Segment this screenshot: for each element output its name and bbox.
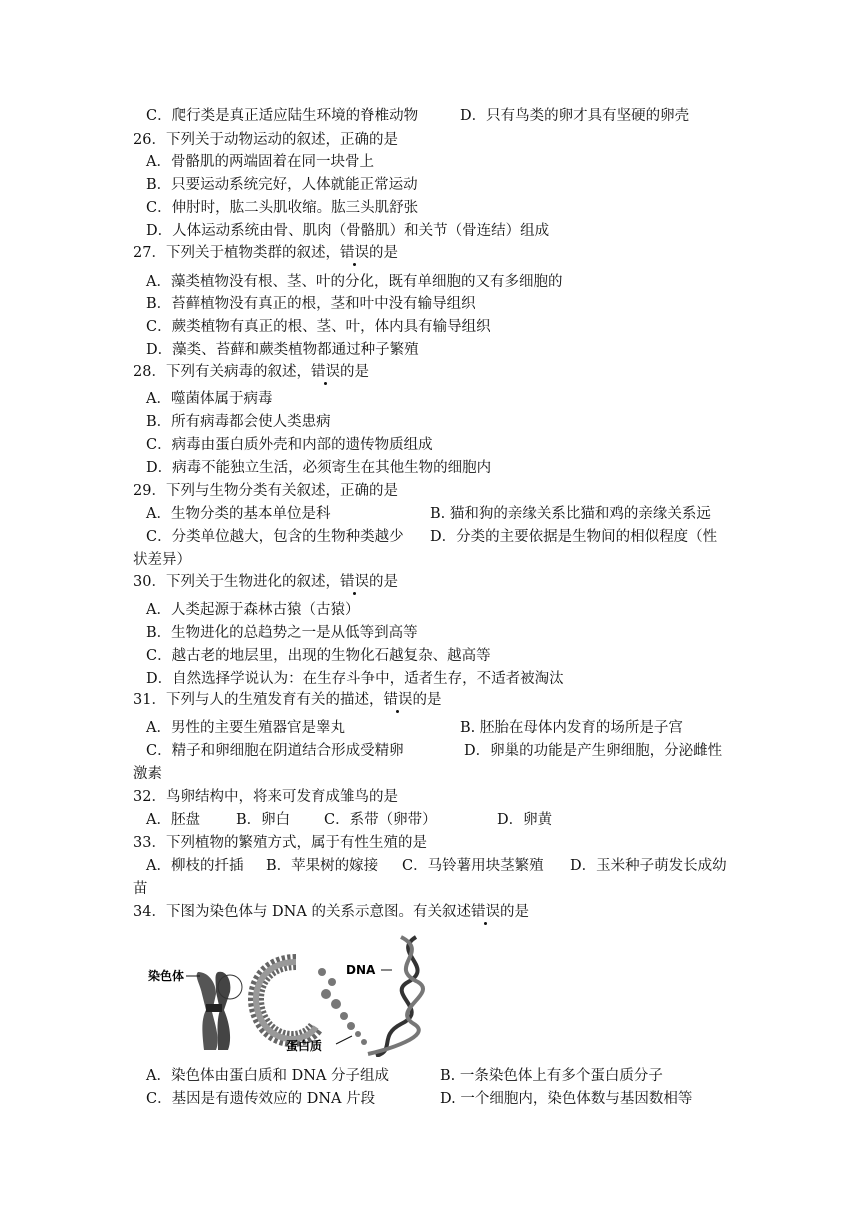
question-31-text: 31．下列与人的生殖发育有关的描述， (133, 692, 384, 708)
text-line: B. 胚胎在母体内发育的场所是子宫 (460, 720, 683, 736)
text-line: A．人类起源于森林古猿（古猿） (146, 602, 360, 618)
text-line: B．生物进化的总趋势之一是从低等到高等 (146, 625, 418, 641)
question-34 (133, 902, 529, 922)
text-line: A．染色体由蛋白质和 DNA 分子组成 (146, 1068, 389, 1084)
text-line: A．胚盘 (146, 812, 200, 828)
dna-helix (368, 937, 423, 1056)
text-line: 激素 (133, 766, 162, 782)
label-protein: 蛋白质 (286, 1039, 323, 1053)
text-line: D．人体运动系统由骨、肌肉（骨骼肌）和关节（骨连结）组成 (146, 223, 550, 239)
question-27 (133, 243, 398, 263)
chromosome-dna-illustration (146, 932, 446, 1057)
text-line: C．爬行类是真正适应陆生环境的脊椎动物 (146, 108, 419, 124)
question-30-emphasis: 错误 (339, 574, 369, 590)
question-27-tail: 的是 (368, 245, 398, 261)
chromosome-dna-figure (146, 932, 446, 1057)
label-dna: DNA (346, 963, 376, 977)
text-line: B．卵白 (236, 812, 291, 828)
text-line: 33．下列植物的繁殖方式，属于有性生殖的是 (133, 835, 427, 851)
nucleosome-beads (318, 968, 367, 1045)
text-line: D．藻类、苔藓和蕨类植物都通过种子繁殖 (146, 342, 419, 358)
text-line: D．病毒不能独立生活，必须寄生在其他生物的细胞内 (146, 460, 492, 476)
question-28-text: 28．下列有关病毒的叙述， (133, 364, 311, 380)
question-31-emphasis: 错误 (383, 692, 413, 708)
text-line: C．精子和卵细胞在阴道结合形成受精卵 (146, 743, 404, 759)
text-line: D．分类的主要依据是生物间的相似程度（性 (430, 529, 718, 545)
text-line: C．分类单位越大，包含的生物种类越少 (146, 529, 404, 545)
text-line: C．马铃薯用块茎繁殖 (402, 858, 544, 874)
text-line: D．卵巢的功能是产生卵细胞，分泌雌性 (464, 743, 723, 759)
text-line: C．基因是有遗传效应的 DNA 片段 (146, 1091, 376, 1107)
text-line: C．蕨类植物有真正的根、茎、叶，体内具有输导组织 (146, 319, 491, 335)
question-30-text: 30．下列关于生物进化的叙述， (133, 574, 340, 590)
text-line: B．所有病毒都会使人类患病 (146, 414, 331, 430)
question-28 (133, 362, 369, 382)
text-line: 32．鸟卵结构中，将来可发育成雏鸟的是 (133, 789, 398, 805)
text-line: C．伸肘时，肱二头肌收缩。肱三头肌舒张 (146, 200, 419, 216)
text-line: A．骨骼肌的两端固着在同一块骨上 (146, 154, 374, 170)
text-line: D．只有鸟类的卵才具有坚硬的卵壳 (460, 108, 690, 124)
question-27-emphasis: 错误 (339, 245, 369, 261)
question-28-emphasis: 错误 (310, 364, 340, 380)
text-line: 苗 (133, 881, 148, 897)
question-34-text: 34．下图为染色体与 DNA 的关系示意图。有关叙述 (133, 904, 471, 920)
text-line: A．噬菌体属于病毒 (146, 391, 273, 407)
question-31 (133, 690, 441, 710)
text-line: 29．下列与生物分类有关叙述，正确的是 (133, 483, 398, 499)
text-line: C．系带（卵带） (324, 812, 437, 828)
text-line: 状差异） (133, 552, 191, 568)
text-line: D. 一个细胞内，染色体数与基因数相等 (440, 1091, 693, 1107)
text-line: A．柳枝的扦插 (146, 858, 244, 874)
text-line: 26．下列关于动物运动的叙述，正确的是 (133, 132, 398, 148)
question-34-emphasis: 错误 (470, 904, 500, 920)
text-line: A．藻类植物没有根、茎、叶的分化，既有单细胞的又有多细胞的 (146, 274, 563, 290)
question-30 (133, 572, 398, 592)
text-line: B．苔藓植物没有真正的根，茎和叶中没有输导组织 (146, 296, 476, 312)
text-line: B．只要运动系统完好，人体就能正常运动 (146, 177, 418, 193)
text-line: A．生物分类的基本单位是科 (146, 506, 331, 522)
question-34-tail: 的是 (499, 904, 529, 920)
text-line: B．苹果树的嫁接 (266, 858, 379, 874)
coiled-fiber (256, 962, 316, 1039)
label-chromosome: 染色体 (148, 969, 185, 983)
text-line: D．玉米种子萌发长成幼 (570, 858, 727, 874)
chromosome-shape (197, 972, 242, 1050)
text-line: C．病毒由蛋白质外壳和内部的遗传物质组成 (146, 437, 433, 453)
text-line: B. 猫和狗的亲缘关系比猫和鸡的亲缘关系远 (430, 506, 711, 522)
text-line: C．越古老的地层里，出现的生物化石越复杂、越高等 (146, 648, 491, 664)
question-31-tail: 的是 (412, 692, 442, 708)
text-line: B. 一条染色体上有多个蛋白质分子 (440, 1068, 663, 1084)
question-30-tail: 的是 (368, 574, 398, 590)
text-line: A．男性的主要生殖器官是睾丸 (146, 720, 345, 736)
text-line: D．卵黄 (497, 812, 553, 828)
text-line: D．自然选择学说认为：在生存斗争中，适者生存，不适者被淘汰 (146, 671, 564, 687)
question-28-tail: 的是 (339, 364, 369, 380)
question-27-text: 27．下列关于植物类群的叙述， (133, 245, 340, 261)
